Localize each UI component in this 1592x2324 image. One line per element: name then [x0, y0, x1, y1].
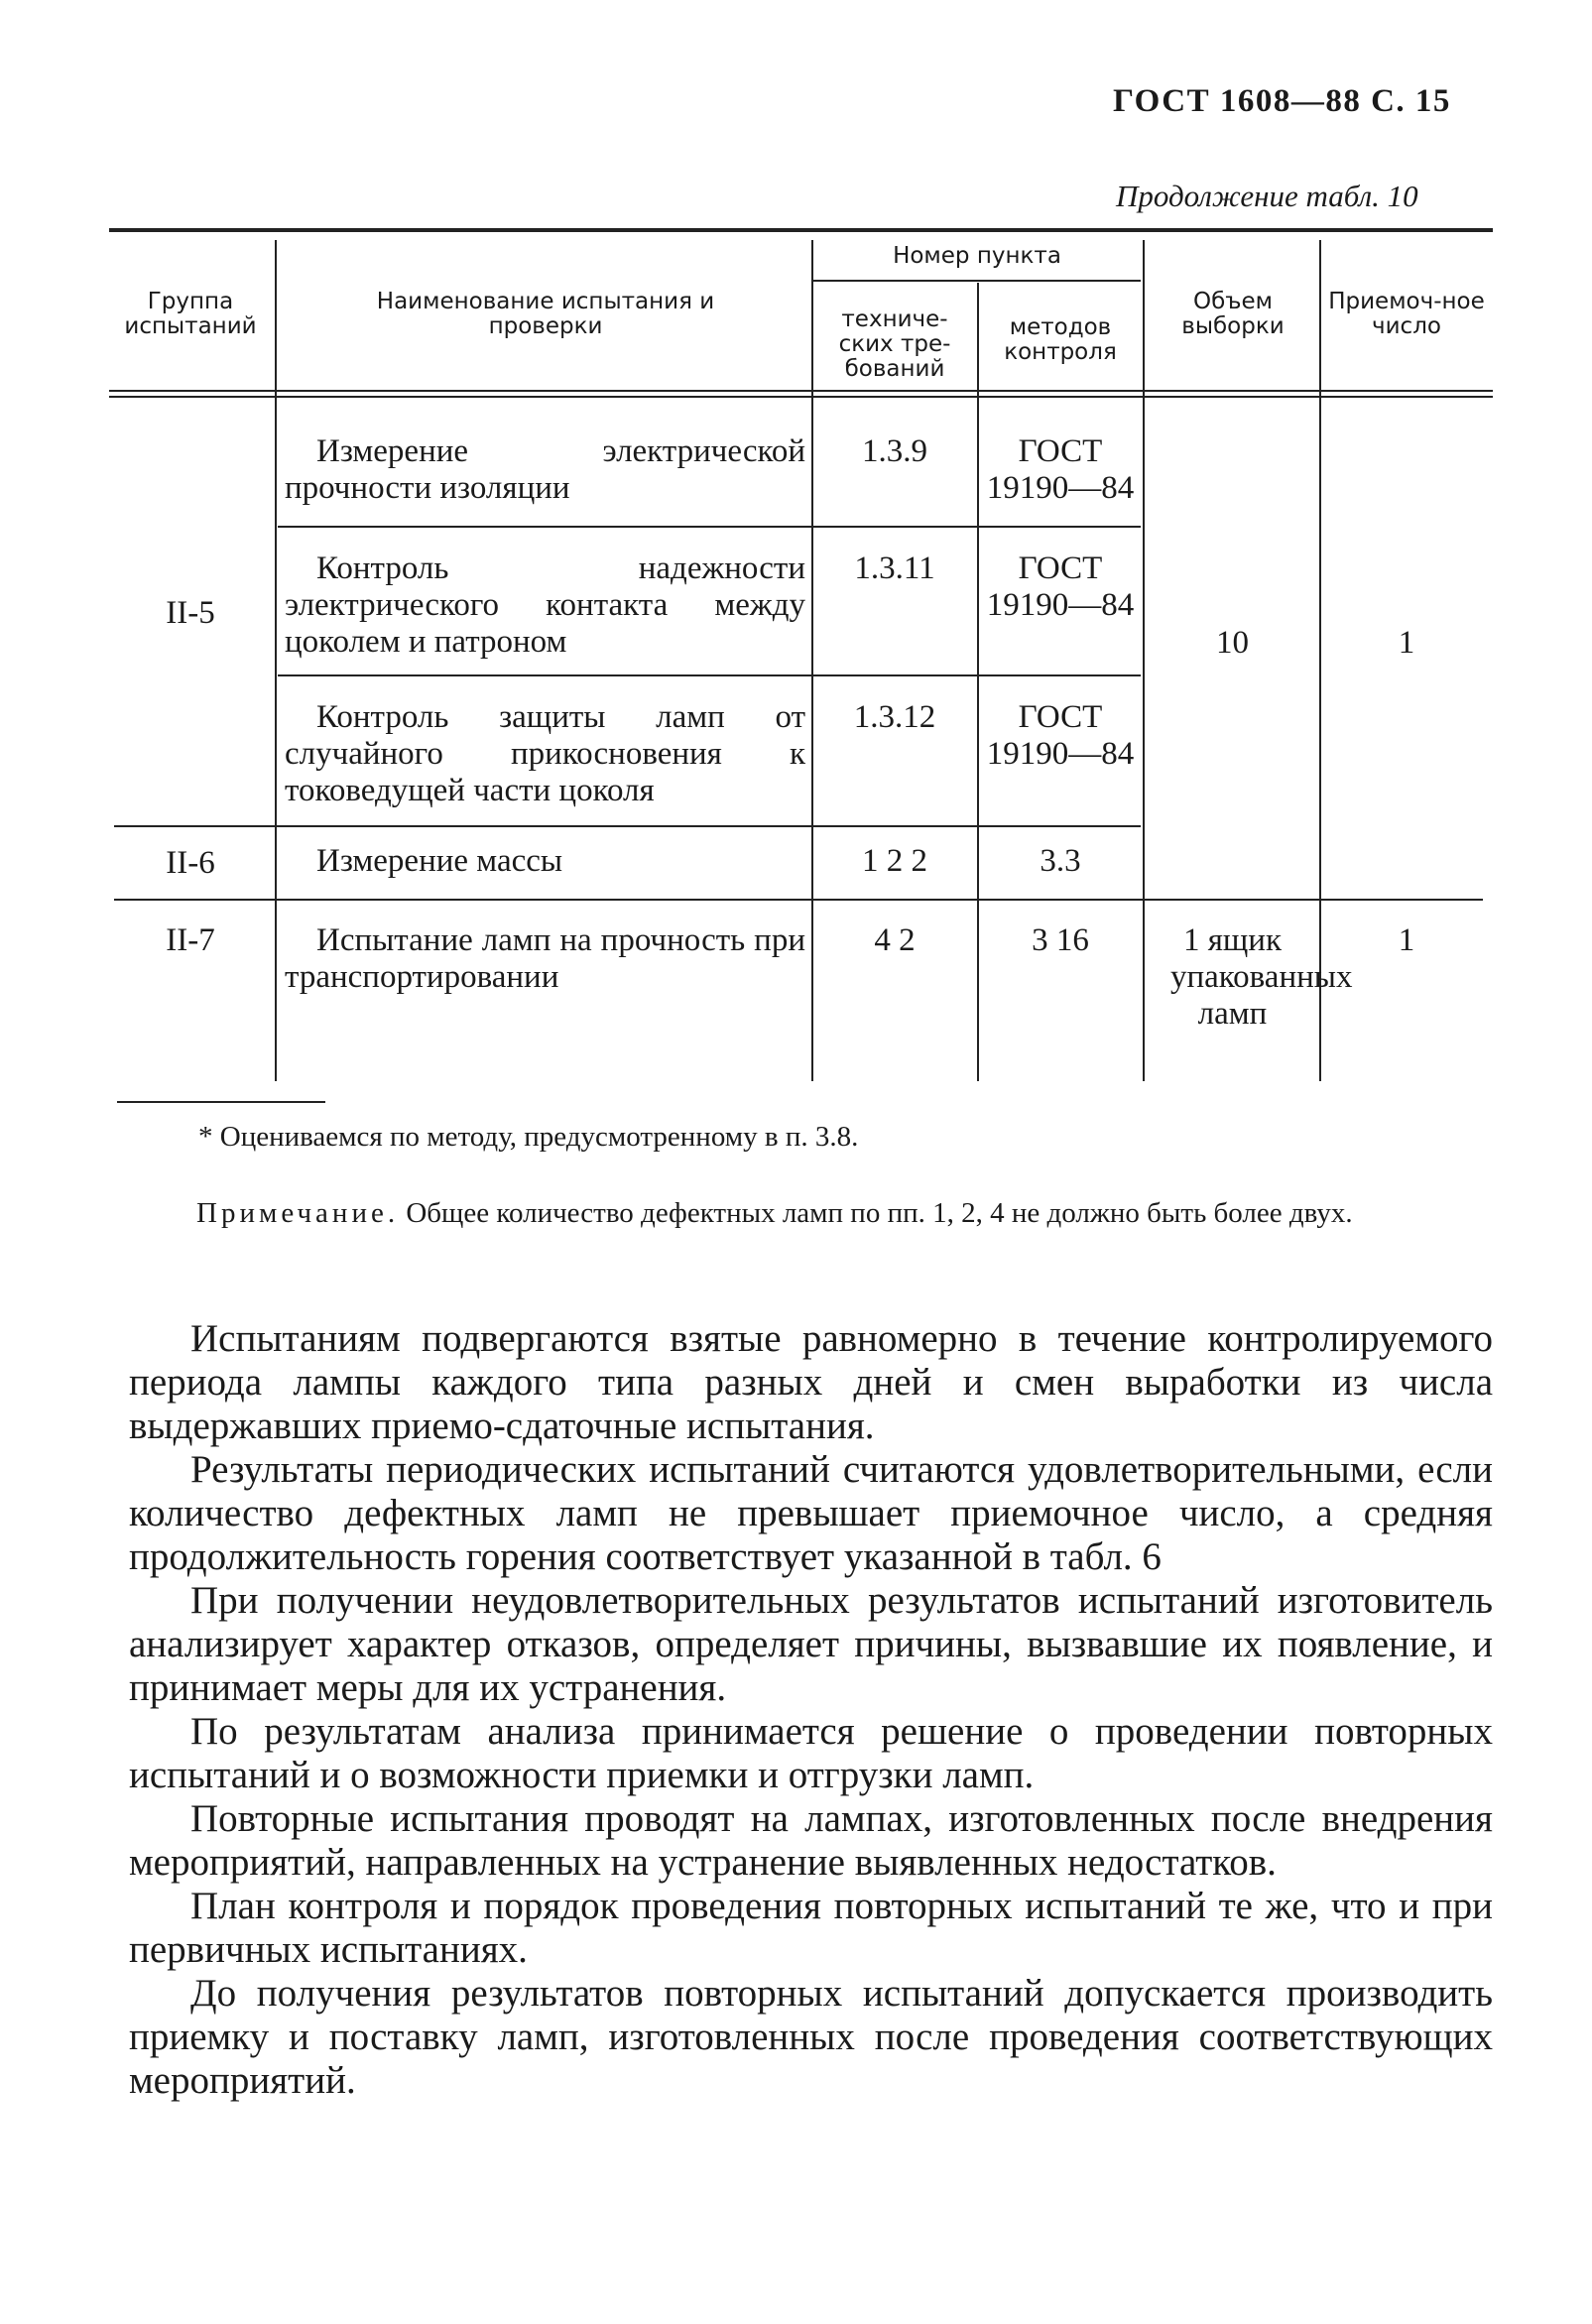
paragraph: При получении неудовлетворительных результатов испытаний изготовитель анализирует характер отказов, определяет причины, вызвавшие их появление, и принимает меры для их устранения.	[129, 1579, 1493, 1709]
sample-size: 10	[1216, 625, 1249, 661]
test-name: Контроль надежности электрического контакта между цоколем и патроном	[285, 550, 805, 660]
method-number: ГОСТ 19190—84	[986, 699, 1135, 772]
header-bottom-rule-2	[109, 396, 1493, 398]
column-header-tech-req: техниче-ских тре-бований	[838, 306, 951, 382]
test-group: II-6	[166, 845, 215, 881]
sample-size: 1 ящик упакованных ламп	[1170, 922, 1353, 1032]
column-rule	[275, 240, 277, 1081]
column-header-group: Группа испытаний	[124, 289, 257, 339]
acceptance-number: 1	[1398, 922, 1415, 958]
column-header-name: Наименование испытания и проверки	[376, 289, 715, 339]
row-divider	[114, 825, 1141, 827]
tech-req-number: 4 2	[874, 922, 916, 958]
test-name: Контроль защиты ламп от случайного прикосновения к токоведущей части цоколя	[285, 699, 805, 808]
tech-req-number: 1 2 2	[862, 843, 927, 879]
paragraph: План контроля и порядок проведения повторных испытаний те же, что и при первичных испытаниях.	[129, 1885, 1493, 1971]
row-divider	[278, 674, 1141, 676]
method-number: ГОСТ 19190—84	[986, 433, 1135, 506]
column-header-sample: Объем выборки	[1181, 289, 1285, 339]
method-number: 3 16	[1032, 922, 1089, 958]
column-rule	[811, 240, 813, 1081]
paragraph: По результатам анализа принимается решение о проведении повторных испытаний и о возможности приемки и отгрузки ламп.	[129, 1710, 1493, 1796]
test-group: II-7	[166, 922, 215, 958]
note-text: Общее количество дефектных ламп по пп. 1, 2, 4 не должно быть более двух.	[406, 1197, 1353, 1229]
paragraph: До получения результатов повторных испытаний допускается производить приемку и поставку ламп, изготовленных после проведения соответствующих мероприятий.	[129, 1972, 1493, 2102]
test-group: II-5	[166, 595, 215, 631]
test-name: Измерение массы	[316, 843, 563, 879]
paragraph: Результаты периодических испытаний считаются удовлетворительными, если количество дефектных ламп не превышает приемочное число, а средняя продолжительность горения соответствует указанной в табл. 6	[129, 1448, 1493, 1578]
table-continuation-label: Продолжение табл. 10	[1116, 179, 1418, 213]
column-rule	[1143, 240, 1145, 1081]
test-name: Измерение электрической прочности изоляции	[285, 433, 805, 506]
header-subdivider	[813, 280, 1141, 282]
paragraph: Испытаниям подвергаются взятые равномерно в течение контролируемого периода лампы каждого типа разных дней и смен выработки из числа выдержавших приемо-сдаточные испытания.	[129, 1317, 1493, 1447]
acceptance-number: 1	[1398, 625, 1415, 661]
paragraph: Повторные испытания проводят на лампах, изготовленных после внедрения мероприятий, направленных на устранение выявленных недостатков.	[129, 1797, 1493, 1884]
tech-req-number: 1.3.9	[862, 433, 927, 469]
column-header-acceptance: Приемоч-ное число	[1328, 289, 1485, 339]
column-rule	[1319, 240, 1321, 1081]
row-divider	[278, 526, 1141, 528]
tech-req-number: 1.3.11	[854, 550, 935, 586]
footnote-rule	[117, 1101, 325, 1103]
note-label: Примечание.	[196, 1197, 400, 1229]
column-rule	[977, 283, 979, 1081]
table-note	[196, 1195, 1488, 1231]
method-number: ГОСТ 19190—84	[986, 550, 1135, 623]
header-bottom-rule	[109, 390, 1493, 392]
row-divider	[114, 899, 1483, 901]
tech-req-number: 1.3.12	[853, 699, 936, 735]
table-top-rule	[109, 228, 1493, 232]
test-name: Испытание ламп на прочность при транспортировании	[285, 922, 805, 995]
footnote: * Оцениваемся по методу, предусмотренному в п. 3.8.	[198, 1121, 859, 1153]
column-header-methods: методов контроля	[1004, 314, 1117, 365]
method-number: 3.3	[1040, 843, 1081, 879]
column-header-item-number: Номер пункта	[893, 243, 1061, 269]
page-header: ГОСТ 1608—88 С. 15	[1113, 83, 1451, 119]
body-text	[129, 1317, 1493, 2103]
